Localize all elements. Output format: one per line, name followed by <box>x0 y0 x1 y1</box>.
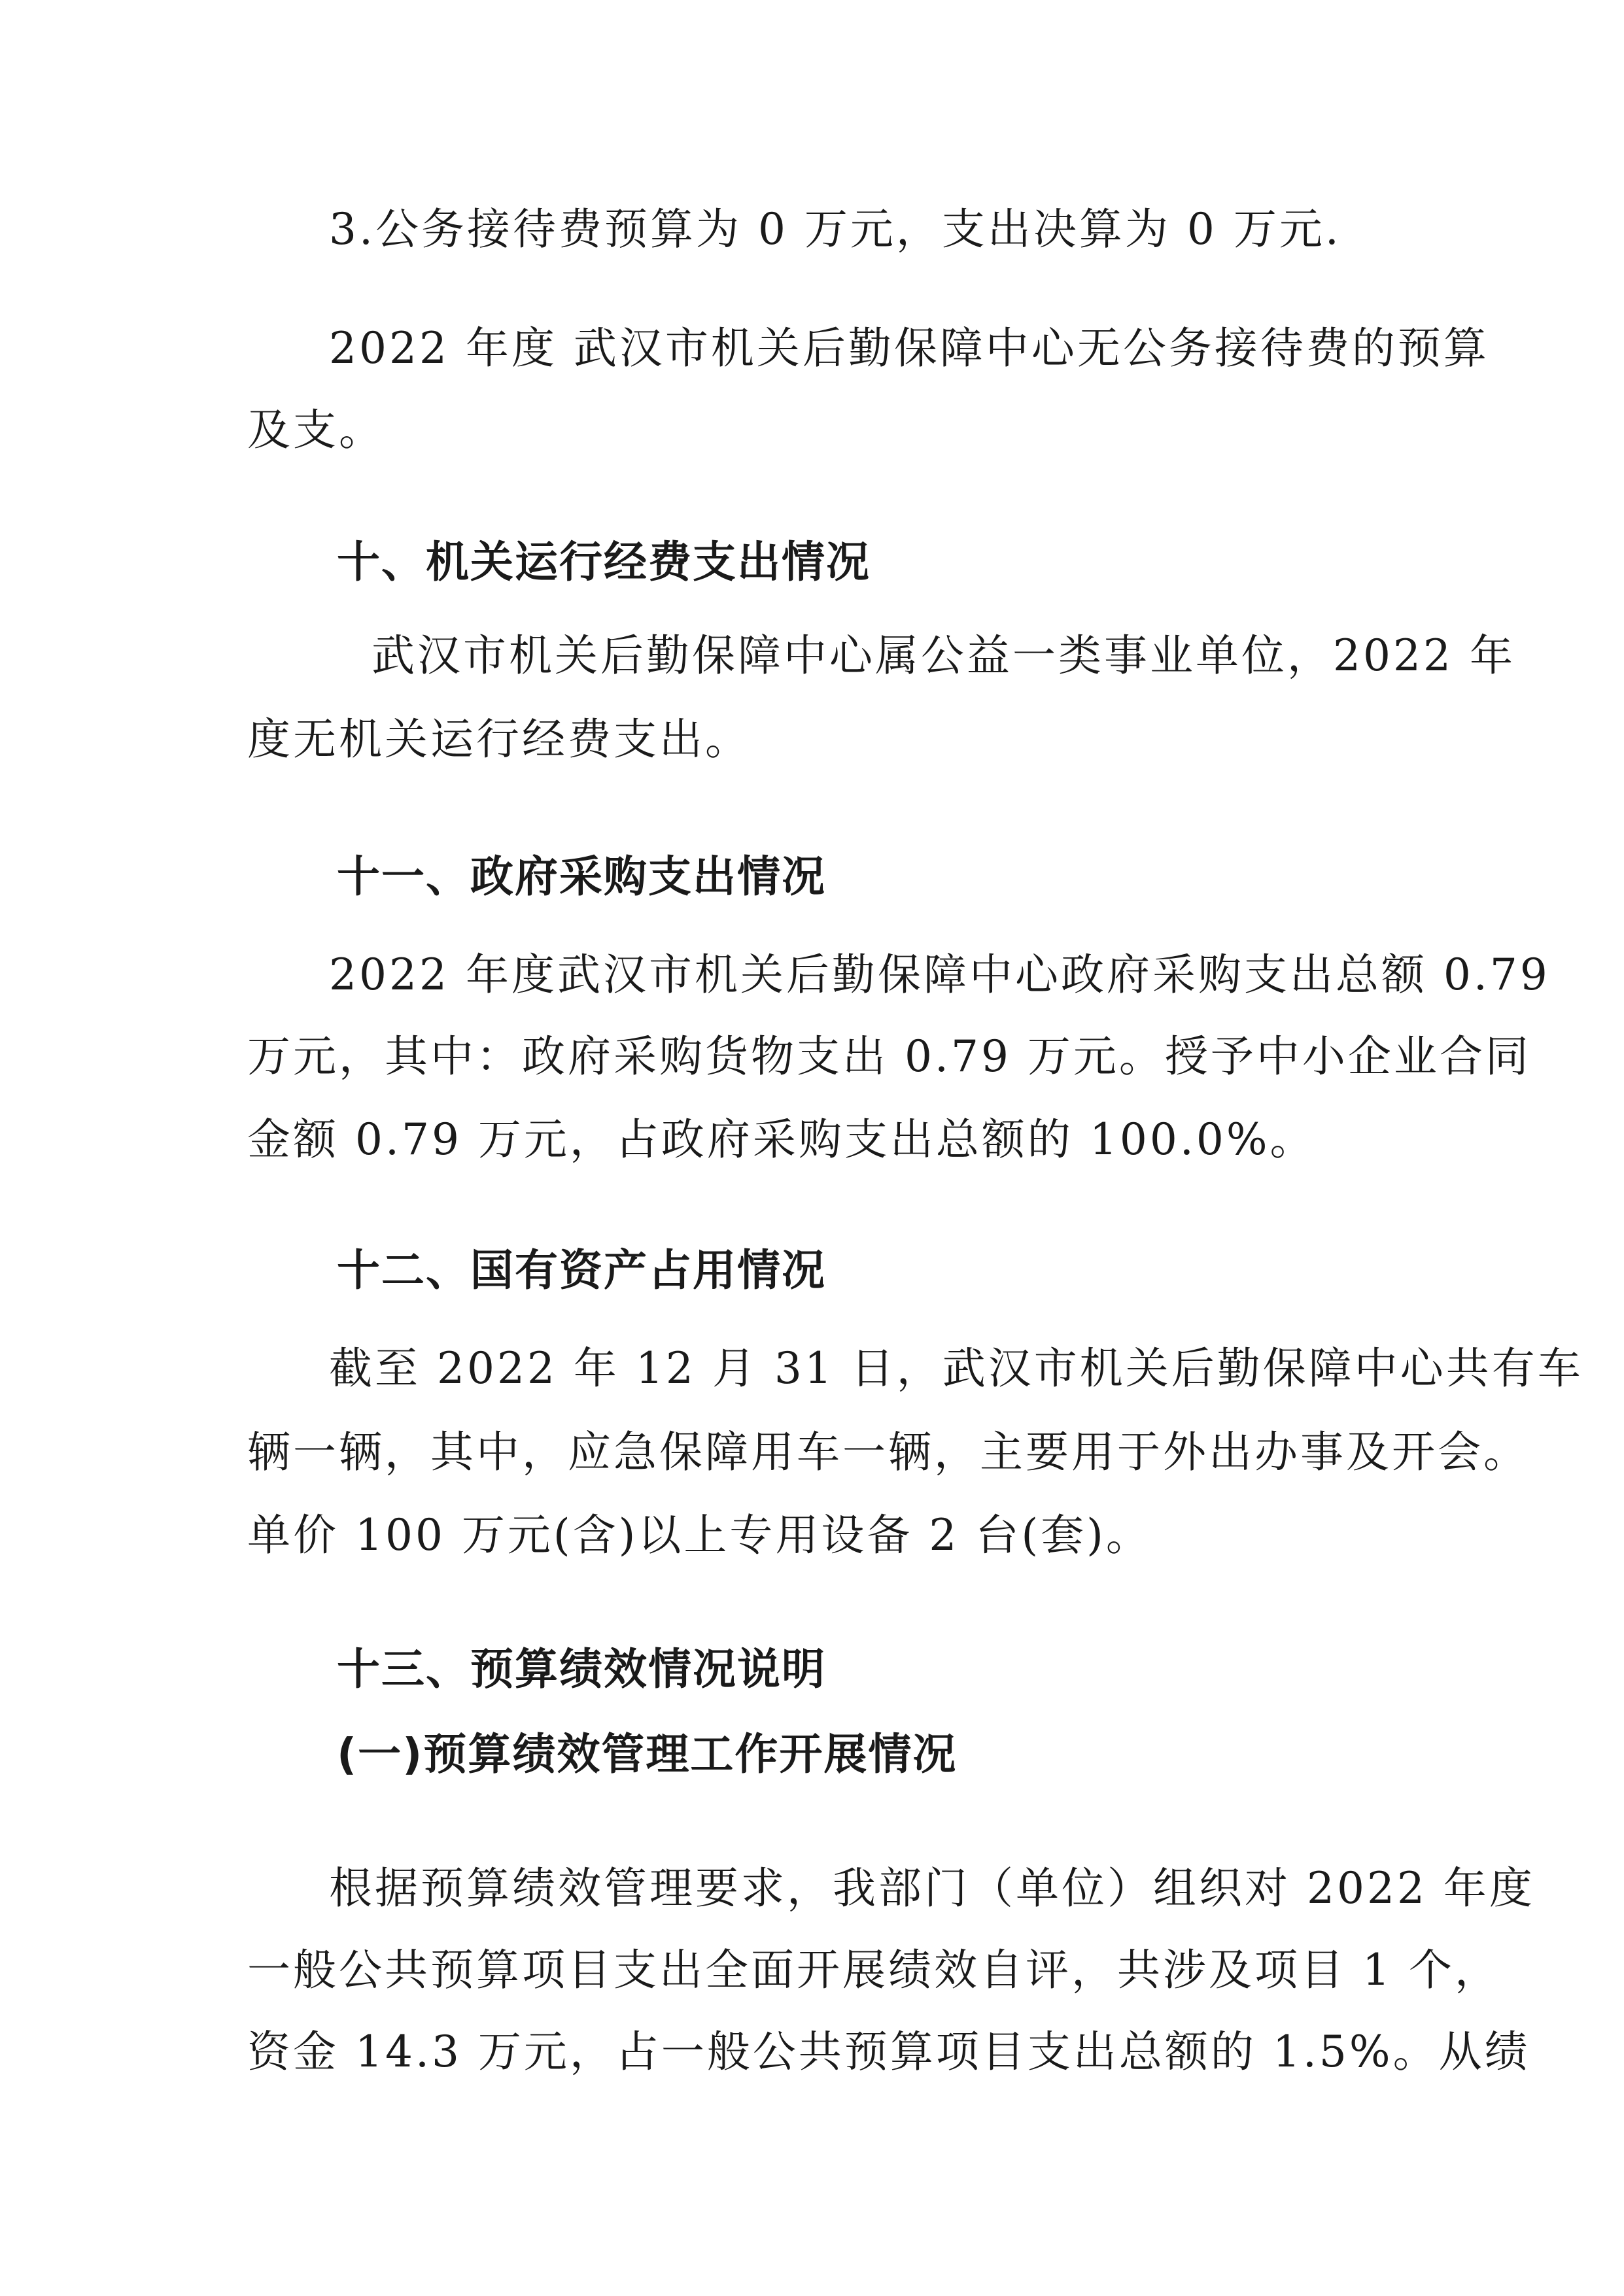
paragraph-assets-line-3: 单价 100 万元(含)以上专用设备 2 台(套)。 <box>247 1510 1152 1560</box>
subsection-heading-13-1: (一)预算绩效管理工作开展情况 <box>337 1729 958 1779</box>
paragraph-reception-note-line-2: 及支。 <box>247 405 385 455</box>
paragraph-performance-line-2: 一般公共预算项目支出全面开展绩效自评，共涉及项目 1 个， <box>247 1945 1500 1995</box>
paragraph-reception-budget-line: 3.公务接待费预算为 0 万元，支出决算为 0 万元. <box>329 204 1341 254</box>
section-heading-10: 十、机关运行经费支出情况 <box>337 537 871 587</box>
paragraph-assets-line-2: 辆一辆，其中，应急保障用车一辆，主要用于外出办事及开会。 <box>247 1427 1529 1477</box>
paragraph-procurement-line-1: 2022 年度武汉市机关后勤保障中心政府采购支出总额 0.79 <box>329 950 1550 1000</box>
paragraph-operating-expense-line-2: 度无机关运行经费支出。 <box>247 714 751 764</box>
paragraph-reception-note-line-1: 2022 年度 武汉市机关后勤保障中心无公务接待费的预算 <box>329 323 1489 373</box>
section-heading-13: 十三、预算绩效情况说明 <box>337 1644 826 1694</box>
paragraph-procurement-line-3: 金额 0.79 万元，占政府采购支出总额的 100.0%。 <box>247 1114 1316 1165</box>
paragraph-performance-line-1: 根据预算绩效管理要求，我部门（单位）组织对 2022 年度 <box>329 1863 1535 1913</box>
paragraph-assets-line-1: 截至 2022 年 12 月 31 日，武汉市机关后勤保障中心共有车 <box>329 1343 1583 1394</box>
paragraph-performance-line-3: 资金 14.3 万元，占一般公共预算项目支出总额的 1.5%。从绩 <box>247 2027 1530 2077</box>
section-heading-12: 十二、国有资产占用情况 <box>337 1245 826 1295</box>
section-heading-11: 十一、政府采购支出情况 <box>337 851 826 902</box>
paragraph-procurement-line-2: 万元，其中：政府采购货物支出 0.79 万元。授予中小企业合同 <box>247 1031 1531 1082</box>
paragraph-operating-expense-line-1: 武汉市机关后勤保障中心属公益一类事业单位，2022 年 <box>371 630 1515 681</box>
